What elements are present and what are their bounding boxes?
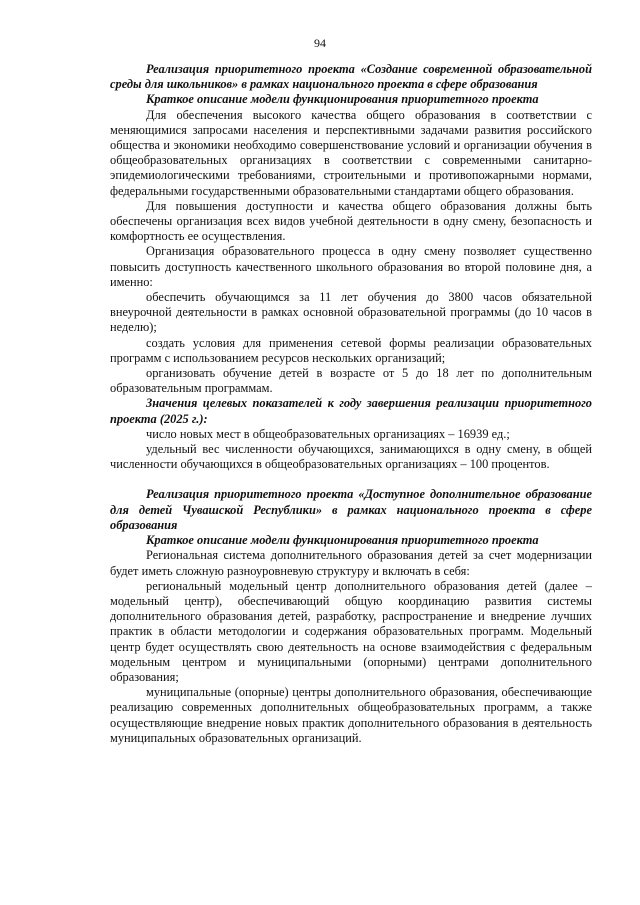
section1-paragraph: Для обеспечения высокого качества общего образования в соответствии с меняющимися запросами населения и перспективными задачами развития российского общества и экономики необходимо совершенствование условий и организации обучения в общеобразовательных организациях в соответствии с современными санитарно-эпидемиологическими требованиями, строительными и противопожарными нормами, федеральными государственными образовательными стандартами общего образования. xyxy=(110,107,592,198)
section1-paragraph: Для повышения доступности и качества общего образования должны быть обеспечены организация всех видов учебной деятельности в одну смену, безопасность и комфортность ее осуществления. xyxy=(110,198,592,244)
section1-target-item: удельный вес численности обучающихся, занимающихся в одну смену, в общей численности обучающихся в общеобразовательных организациях – 100 процентов. xyxy=(110,442,592,472)
section1-list-item: организовать обучение детей в возрасте от 5 до 18 лет по дополнительным образовательным программам. xyxy=(110,366,592,396)
section1-title: Реализация приоритетного проекта «Создание современной образовательной среды для школьников» в рамках национального проекта в сфере образования xyxy=(110,62,592,92)
section1-list-item: создать условия для применения сетевой формы реализации образовательных программ с использованием ресурсов нескольких организаций; xyxy=(110,335,592,365)
section2-paragraph: региональный модельный центр дополнительного образования детей (далее – модельный центр), обеспечивающий общую координацию развития системы дополнительного образования детей, разработку, распространение и внедрение лучших практик в области методологии и содержания образовательных программ. Модельный центр будет осуществлять свою деятельность на основе взаимодействия с федеральным модельным центром и муниципальными (опорными) центрами дополнительного образования; xyxy=(110,578,592,684)
section1-list-item: обеспечить обучающимся за 11 лет обучения до 3800 часов обязательной внеурочной деятельности в рамках основной образовательной программы (до 10 часов в неделю); xyxy=(110,290,592,335)
section-spacer xyxy=(110,472,592,487)
page-number: 94 xyxy=(314,36,326,50)
section1-paragraph: Организация образовательного процесса в одну смену позволяет существенно повысить доступность качественного школьного образования во второй половине дня, а именно: xyxy=(110,244,592,289)
section2-title: Реализация приоритетного проекта «Доступное дополнительное образование для детей Чувашской Республики» в рамках национального проекта в сфере образования xyxy=(110,487,592,532)
section2-paragraph: Региональная система дополнительного образования детей за счет модернизации будет иметь сложную разноуровневую структуру и включать в себя: xyxy=(110,548,592,578)
section1-target-item: число новых мест в общеобразовательных организациях – 16939 ед.; xyxy=(146,426,510,441)
page-content xyxy=(110,62,592,746)
section1-targets-title: Значения целевых показателей к году завершения реализации приоритетного проекта (2025 г.): xyxy=(110,396,592,426)
section1-subtitle: Краткое описание модели функционирования приоритетного проекта xyxy=(146,92,539,107)
section2-paragraph: муниципальные (опорные) центры дополнительного образования, обеспечивающие реализацию современных дополнительных общеобразовательных программ, а также осуществляющие внедрение новых практик дополнительного образования в деятельность муниципальных образовательных организаций. xyxy=(110,685,592,745)
section2-subtitle: Краткое описание модели функционирования приоритетного проекта xyxy=(146,533,539,548)
